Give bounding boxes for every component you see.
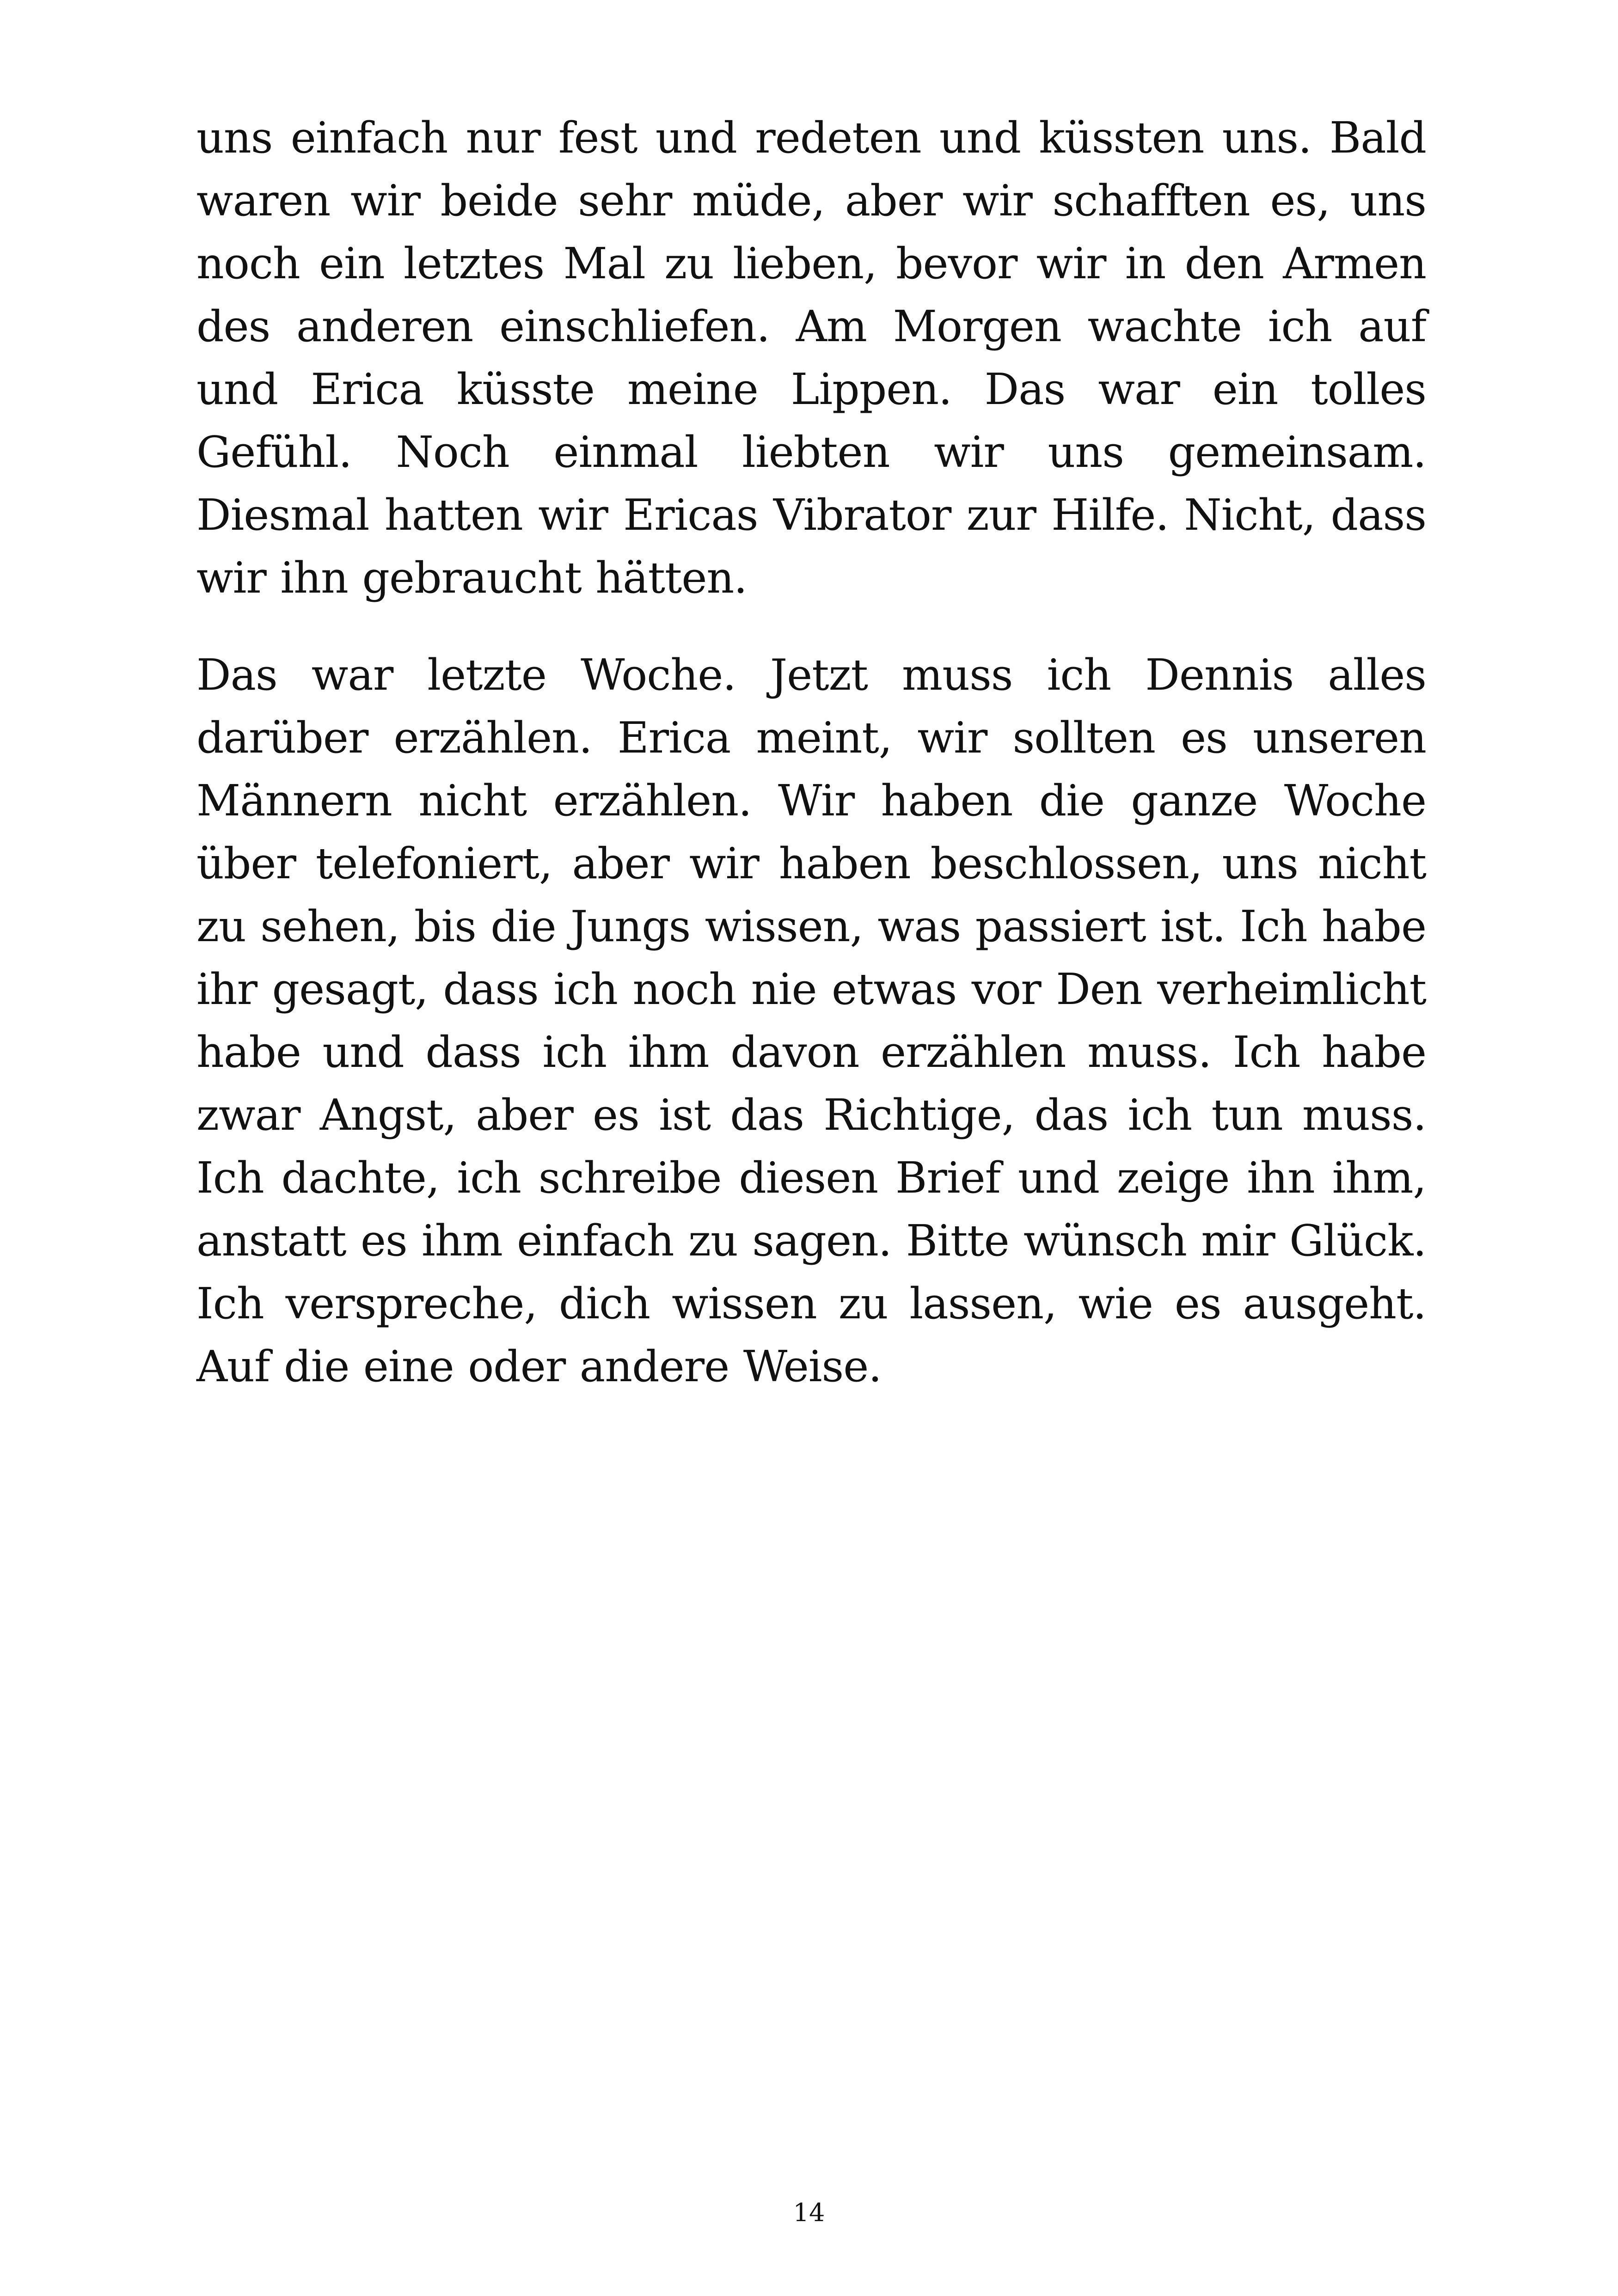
paragraph-2: Das war letzte Woche. Jetzt muss ich Dennis alles darüber erzählen. Erica meint, wir sollten es unseren Männern nicht erzählen. Wir haben die ganze Woche über telefoniert, aber wir haben beschlossen, uns nicht zu sehen, bis die Jungs wissen, was passiert ist. Ich habe ihr gesagt, dass ich noch nie etwas vor Den verheimlicht habe und dass ich ihm davon erzählen muss. Ich habe zwar Angst, aber es ist das Richtige, das ich tun muss. Ich dachte, ich schreibe diesen Brief und zeige ihn ihm, anstatt es ihm einfach zu sagen. Bitte wünsch mir Glück. Ich verspreche, dich wissen zu lassen, wie es ausgeht. Auf die eine oder andere Weise. bbox=[196, 650, 1426, 1391]
paragraph-1: uns einfach nur fest und redeten und küssten uns. Bald waren wir beide sehr müde, aber wir schafften es, uns noch ein letztes Mal zu lieben, bevor wir in den Armen des anderen einschliefen. Am Morgen wachte ich auf und Erica küsste meine Lippen. Das war ein tolles Gefühl. Noch einmal liebten wir uns gemeinsam. Diesmal hatten wir Ericas Vibrator zur Hilfe. Nicht, dass wir ihn gebraucht hätten. bbox=[196, 113, 1426, 603]
body-text bbox=[196, 106, 1426, 1432]
page-number: 14 bbox=[793, 2198, 825, 2227]
